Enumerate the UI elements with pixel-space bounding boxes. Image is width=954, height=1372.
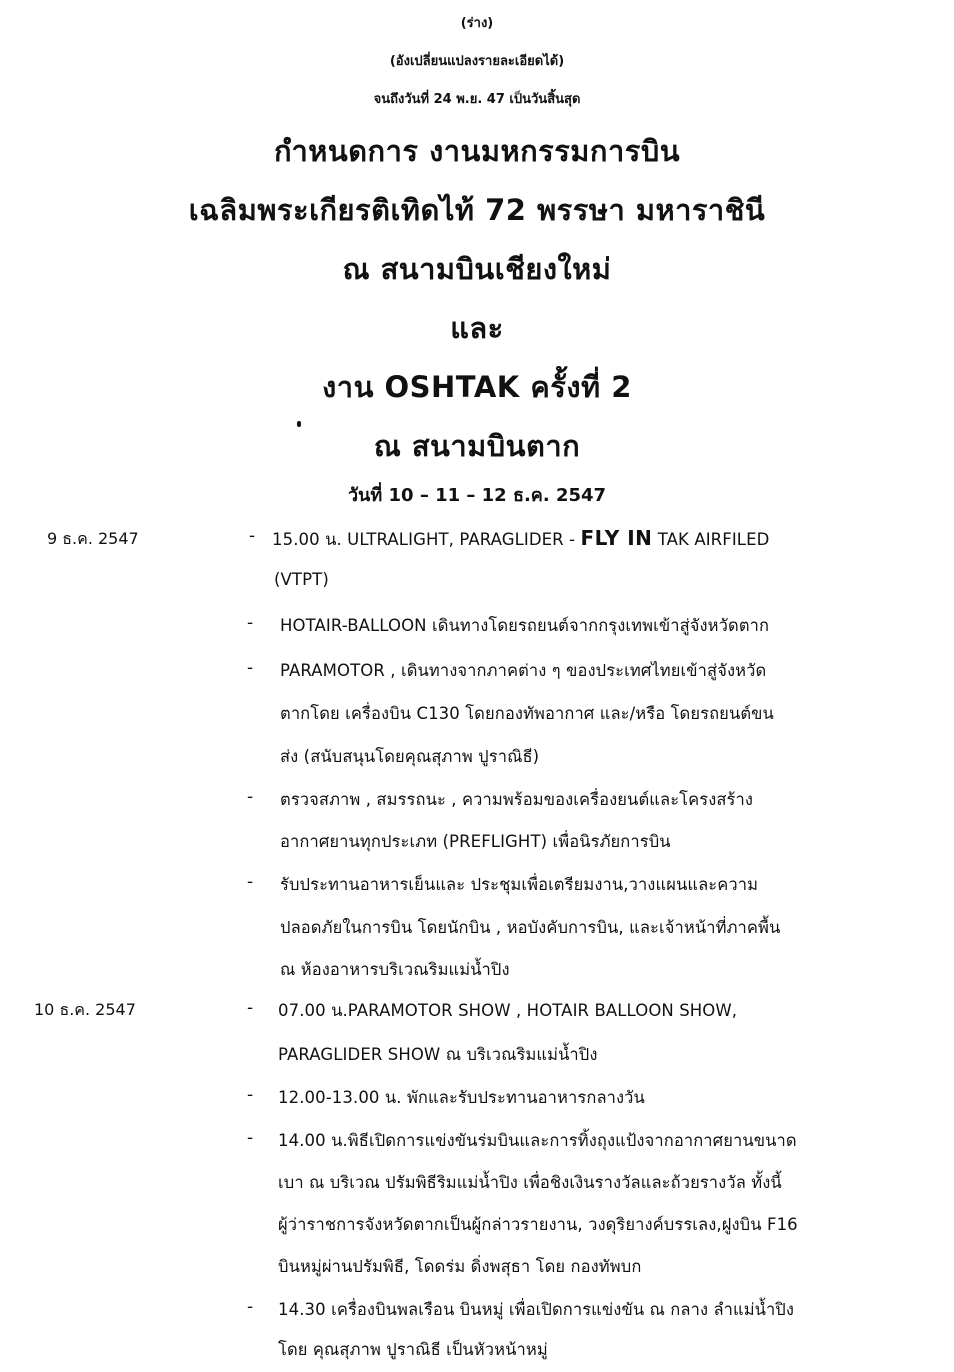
item-line: อากาศยานทุกประเภท (PREFLIGHT) เพื่อนิรภัยการบิน: [280, 832, 671, 851]
bullet-dash: -: [249, 526, 256, 546]
item-line: (VTPT): [274, 570, 329, 589]
title-line-5: งาน OSHTAK ครั้งที่ 2: [322, 370, 632, 404]
title-line-2: เฉลิมพระเกียรติเทิดไท้ 72 พรรษา มหาราชินี: [188, 193, 766, 227]
item-line: ส่ง (สนับสนุนโดยคุณสุภาพ ปูราณิธี): [280, 747, 540, 766]
item-line: [272, 526, 769, 553]
bullet-dash: -: [247, 1085, 254, 1105]
item-line: รับประทานอาหารเย็นและ ประชุมเพื่อเตรียมงาน,วางแผนและความ: [280, 875, 759, 894]
bullet-dash: -: [247, 998, 254, 1018]
item-line: PARAMOTOR , เดินทางจากภาคต่าง ๆ ของประเทศไทยเข้าสู่จังหวัด: [280, 661, 767, 680]
fly-in-emphasis: FLY IN: [580, 526, 653, 550]
item-line: เบา ณ บริเวณ ปรัมพิธีริมแม่น้ำปิง เพื่อชิงเงินรางวัลและถ้วยรางวัล ทั้งนี้: [278, 1173, 782, 1192]
item-line: ผู้ว่าราชการจังหวัดตากเป็นผู้กล่าวรายงาน, วงดุริยางค์บรรเลง,ฝูงบิน F16: [278, 1215, 798, 1234]
day-2-date: 10 ธ.ค. 2547: [34, 1000, 136, 1019]
item-line: HOTAIR-BALLOON เดินทางโดยรถยนต์จากกรุงเทพเข้าสู่จังหวัดตาก: [280, 616, 770, 635]
draft-label: (ร่าง): [460, 16, 494, 31]
item-line: ณ ห้องอาหารบริเวณริมแม่น้ำปิง: [280, 960, 510, 979]
item-line: 14.30 เครื่องบินพลเรือน บินหมู่ เพื่อเปิดการแข่งขัน ณ กลาง ลำแม่น้ำปิง: [278, 1300, 795, 1319]
day-1-date: 9 ธ.ค. 2547: [47, 529, 139, 548]
item-line: 07.00 น.PARAMOTOR SHOW , HOTAIR BALLOON SHOW,: [278, 1001, 738, 1020]
bullet-dash: -: [247, 872, 254, 892]
item-line: PARAGLIDER SHOW ณ บริเวณริมแม่น้ำปิง: [278, 1045, 598, 1064]
item-text: TAK AIRFILED: [652, 530, 770, 549]
item-line: ปลอดภัยในการบิน โดยนักบิน , หอบังคับการบิน, และเจ้าหน้าที่ภาคพื้น: [280, 918, 781, 937]
item-line: ตากโดย เครื่องบิน C130 โดยกองทัพอากาศ และ/หรือ โดยรถยนต์ขน: [280, 704, 774, 723]
bullet-dash: -: [247, 613, 254, 633]
deadline-note: จนถึงวันที่ 24 พ.ย. 47 เป็นวันสิ้นสุด: [373, 92, 581, 107]
item-line: 14.00 น.พิธีเปิดการแข่งขันร่มบินและการทิ้งถุงแป้งจากอากาศยานขนาด: [278, 1131, 797, 1150]
title-line-1: กำหนดการ งานมหกรรมการบิน: [273, 134, 681, 168]
bullet-dash: -: [247, 1297, 254, 1317]
change-note: (อังเปลี่ยนแปลงรายละเอียดได้): [389, 54, 565, 69]
bullet-dash: -: [247, 658, 254, 678]
title-line-6: ณ สนามบินตาก: [373, 429, 581, 463]
item-text: 15.00 น. ULTRALIGHT, PARAGLIDER -: [272, 530, 581, 549]
title-line-3: ณ สนามบินเชียงใหม่: [342, 252, 612, 286]
item-line: โดย คุณสุภาพ ปูราณิธี เป็นหัวหน้าหมู่: [278, 1340, 548, 1359]
bullet-dash: -: [247, 787, 254, 807]
item-line: 12.00-13.00 น. พักและรับประทานอาหารกลางวัน: [278, 1088, 645, 1107]
bullet-dash: -: [247, 1128, 254, 1148]
event-dates: วันที่ 10 – 11 – 12 ธ.ค. 2547: [347, 485, 607, 506]
title-line-4: และ: [450, 311, 504, 345]
item-line: บินหมู่ผ่านปรัมพิธี, โดดร่ม ดิ่งพสุธา โดย กองทัพบก: [278, 1257, 642, 1276]
item-line: ตรวจสภาพ , สมรรถนะ , ความพร้อมของเครื่องยนต์และโครงสร้าง: [280, 790, 754, 809]
